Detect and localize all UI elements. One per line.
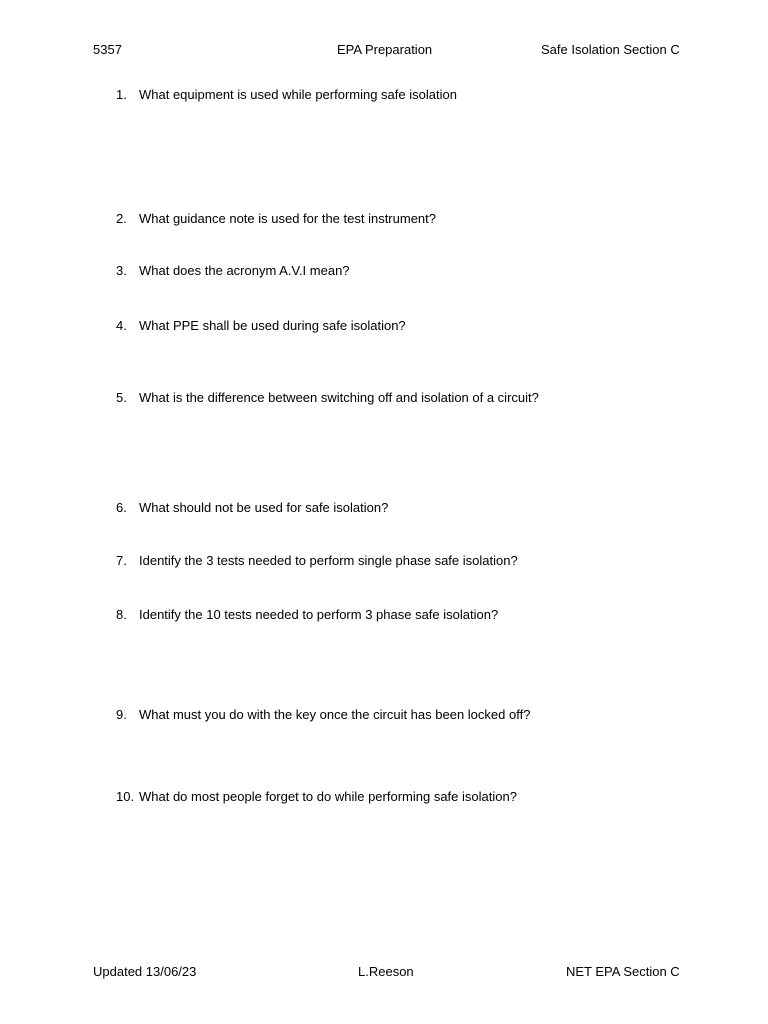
question-text: What is the difference between switching off and isolation of a circuit?	[139, 390, 539, 405]
question-text: What equipment is used while performing safe isolation	[139, 87, 457, 102]
question-number: 10.	[116, 789, 135, 804]
question-text: What does the acronym A.V.I mean?	[139, 263, 350, 278]
question-7	[116, 553, 518, 568]
question-10	[116, 789, 517, 804]
question-3	[116, 263, 350, 278]
question-4	[116, 318, 406, 333]
question-8	[116, 607, 498, 622]
question-number: 7.	[116, 553, 127, 568]
question-text: Identify the 3 tests needed to perform single phase safe isolation?	[139, 553, 518, 568]
question-number: 3.	[116, 263, 127, 278]
question-number: 4.	[116, 318, 127, 333]
header-code: 5357	[93, 42, 122, 57]
question-2	[116, 211, 436, 226]
question-number: 5.	[116, 390, 127, 405]
question-6	[116, 500, 388, 515]
question-text: What must you do with the key once the circuit has been locked off?	[139, 707, 531, 722]
question-number: 8.	[116, 607, 127, 622]
header-title: EPA Preparation	[337, 42, 433, 57]
question-text: What do most people forget to do while performing safe isolation?	[139, 789, 517, 804]
question-text: Identify the 10 tests needed to perform 3 phase safe isolation?	[139, 607, 499, 622]
footer-section: NET EPA Section C	[566, 964, 680, 979]
question-number: 2.	[116, 211, 127, 226]
question-9	[116, 707, 530, 722]
question-number: 6.	[116, 500, 127, 515]
question-text: What PPE shall be used during safe isolation?	[139, 318, 406, 333]
question-text: What should not be used for safe isolation?	[139, 500, 389, 515]
question-text: What guidance note is used for the test instrument?	[139, 211, 437, 226]
question-1	[116, 87, 457, 102]
question-5	[116, 390, 539, 405]
footer-updated: Updated 13/06/23	[93, 964, 197, 979]
question-number: 1.	[116, 87, 127, 102]
footer-author: L.Reeson	[358, 964, 414, 979]
question-number: 9.	[116, 707, 127, 722]
header-section: Safe Isolation Section C	[541, 42, 680, 57]
